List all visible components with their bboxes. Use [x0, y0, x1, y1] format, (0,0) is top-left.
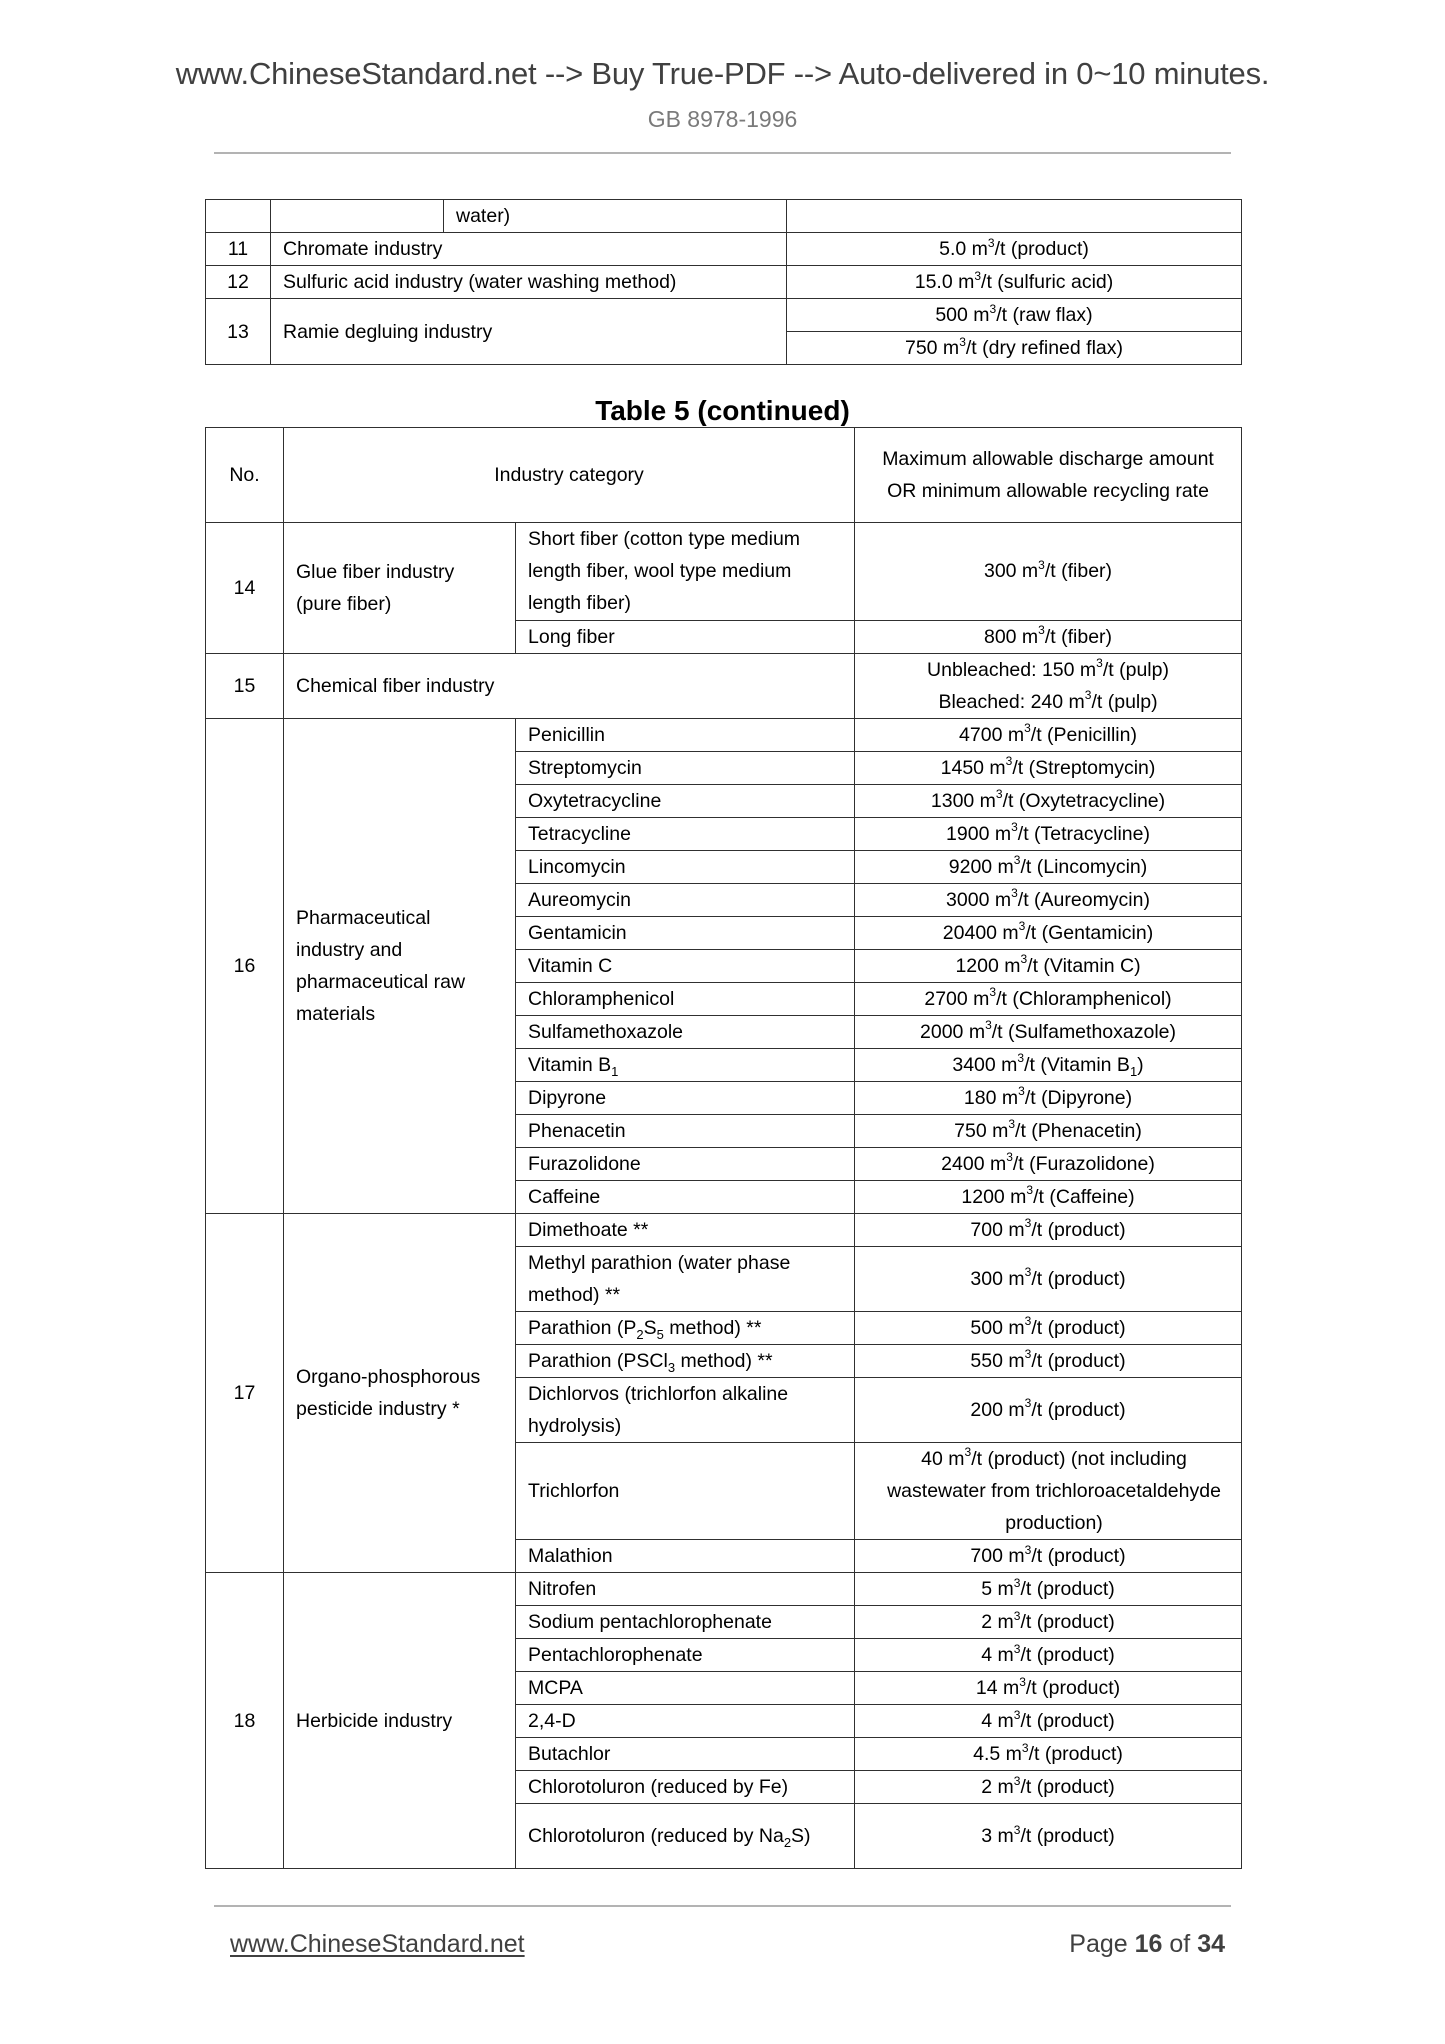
- item-name-cell: Parathion (PSCl$_3$ method) **: [516, 1344, 855, 1377]
- column-header-limit: Maximum allowable discharge amount OR minimum allowable recycling rate: [855, 428, 1242, 523]
- item-name-cell: Vitamin C: [516, 949, 855, 982]
- item-name-cell: Dipyrone: [516, 1081, 855, 1114]
- table-row: [206, 1213, 1242, 1246]
- item-name-cell: Parathion ($P_2S_5$ method) **: [516, 1311, 855, 1344]
- limit-cell: 300 $m^3/t$ (fiber): [855, 523, 1242, 621]
- limit-cell: 4700 $m^3/t$ (Penicillin): [855, 718, 1242, 751]
- row-number: 13: [206, 299, 271, 365]
- limit-cell: [855, 653, 1242, 718]
- item-name-cell: Long fiber: [516, 620, 855, 653]
- item-name-cell: Trichlorfon: [516, 1442, 855, 1540]
- item-name-cell: Lincomycin: [516, 850, 855, 883]
- limit-cell: 1200 $m^3/t$ (Vitamin C): [855, 949, 1242, 982]
- table-header-row: [206, 428, 1242, 523]
- item-name-cell: Dimethoate **: [516, 1213, 855, 1246]
- limit-cell: 1900 $m^3/t$ (Tetracycline): [855, 817, 1242, 850]
- limit-cell: 14 $m^3/t$ (product): [855, 1672, 1242, 1705]
- row-number: 17: [206, 1213, 284, 1573]
- item-name-cell: Gentamicin: [516, 916, 855, 949]
- limit-cell: 20400 $m^3/t$ (Gentamicin): [855, 916, 1242, 949]
- footer-website-link[interactable]: www.ChineseStandard.net: [230, 1930, 525, 1958]
- category-cell: Sulfuric acid industry (water washing method): [271, 266, 787, 299]
- limit-cell: 750 $m^3/t$ (Phenacetin): [855, 1114, 1242, 1147]
- limit-cell: 1300 $m^3/t$ (Oxytetracycline): [855, 784, 1242, 817]
- limit-cell: 3 $m^3/t$ (product): [855, 1804, 1242, 1869]
- limit-cell: 9200 $m^3/t$ (Lincomycin): [855, 850, 1242, 883]
- row-number: 18: [206, 1573, 284, 1869]
- table-row: [206, 233, 1242, 266]
- row-number: 14: [206, 523, 284, 654]
- page-current: 16: [1134, 1930, 1163, 1958]
- header-banner: www.ChineseStandard.net --> Buy True-PDF --> Auto-delivered in 0~10 minutes.: [175, 56, 1270, 91]
- limit-cell: 1200 $m^3/t$ (Caffeine): [855, 1180, 1242, 1213]
- table-5-part: [205, 199, 1242, 365]
- item-name-cell: Oxytetracycline: [516, 784, 855, 817]
- document-code: GB 8978-1996: [647, 106, 798, 132]
- category-cell: Ramie degluing industry: [271, 299, 787, 365]
- item-name-cell: 2,4-D: [516, 1705, 855, 1738]
- item-name-cell: Dichlorvos (trichlorfon alkaline hydrolysis): [516, 1377, 855, 1442]
- category-cell: Chemical fiber industry: [284, 653, 855, 718]
- limit-cell: 2 $m^3/t$ (product): [855, 1771, 1242, 1804]
- category-cell: Pharmaceutical industry and pharmaceutical raw materials: [284, 718, 516, 1213]
- limit-cell: 2700 $m^3/t$ (Chloramphenicol): [855, 982, 1242, 1015]
- item-name-cell: Butachlor: [516, 1738, 855, 1771]
- item-name-cell: Aureomycin: [516, 883, 855, 916]
- limit-cell: 3000 $m^3/t$ (Aureomycin): [855, 883, 1242, 916]
- limit-cell: 200 $m^3/t$ (product): [855, 1377, 1242, 1442]
- column-header-category: Industry category: [284, 428, 855, 523]
- limit-line: Unbleached: 150 $m^3/t$ (pulp): [927, 656, 1169, 681]
- row-number: 16: [206, 718, 284, 1213]
- header-divider: [214, 152, 1231, 154]
- table-row: [206, 653, 1242, 718]
- item-name-cell: Chlorotoluron (reduced by $Na_2S$): [516, 1804, 855, 1869]
- category-cell: Herbicide industry: [284, 1573, 516, 1869]
- limit-cell: 40 $m^3/t$ (product) (not including wastewater from trichloroacetaldehyde production): [855, 1442, 1242, 1540]
- category-cell: Organo-phosphorous pesticide industry *: [284, 1213, 516, 1573]
- footer-divider: [214, 1905, 1231, 1907]
- item-name-cell: MCPA: [516, 1672, 855, 1705]
- row-number: 15: [206, 653, 284, 718]
- table-row: [206, 523, 1242, 621]
- item-name-cell: Phenacetin: [516, 1114, 855, 1147]
- item-name-cell: Malathion: [516, 1540, 855, 1573]
- category-cell: water): [444, 200, 787, 233]
- item-name-cell: Streptomycin: [516, 751, 855, 784]
- limit-cell: 750 $m^3/t$ (dry refined flax): [787, 332, 1242, 365]
- table-row: [206, 1573, 1242, 1606]
- limit-cell: 550 $m^3/t$ (product): [855, 1344, 1242, 1377]
- item-name-cell: Methyl parathion (water phase method) **: [516, 1246, 855, 1311]
- limit-cell: 2400 $m^3/t$ (Furazolidone): [855, 1147, 1242, 1180]
- limit-cell: 500 $m^3/t$ (raw flax): [787, 299, 1242, 332]
- table-row: [206, 200, 1242, 233]
- item-name-cell: Furazolidone: [516, 1147, 855, 1180]
- limit-cell: 2000 $m^3/t$ (Sulfamethoxazole): [855, 1015, 1242, 1048]
- item-name-cell: Sodium pentachlorophenate: [516, 1606, 855, 1639]
- limit-cell: 15.0 $m^3/t$ (sulfuric acid): [787, 266, 1242, 299]
- table-5-continued: [205, 427, 1242, 1869]
- row-number: 12: [206, 266, 271, 299]
- page-indicator: Page 16 of 34: [1069, 1930, 1225, 1958]
- item-name-cell: Nitrofen: [516, 1573, 855, 1606]
- row-number: 11: [206, 233, 271, 266]
- limit-cell: 4 $m^3/t$ (product): [855, 1705, 1242, 1738]
- item-name-cell: Vitamin $B_1$: [516, 1048, 855, 1081]
- category-cell: Glue fiber industry (pure fiber): [284, 523, 516, 654]
- item-name-cell: Chlorotoluron (reduced by Fe): [516, 1771, 855, 1804]
- item-name-cell: Sulfamethoxazole: [516, 1015, 855, 1048]
- limit-cell: 700 $m^3/t$ (product): [855, 1213, 1242, 1246]
- table-row: [206, 266, 1242, 299]
- limit-cell: 180 $m^3/t$ (Dipyrone): [855, 1081, 1242, 1114]
- column-header-no: No.: [206, 428, 284, 523]
- limit-cell: 5.0 $m^3/t$ (product): [787, 233, 1242, 266]
- item-name-cell: Pentachlorophenate: [516, 1639, 855, 1672]
- item-name-cell: Penicillin: [516, 718, 855, 751]
- limit-cell: 4 $m^3/t$ (product): [855, 1639, 1242, 1672]
- table-row: [206, 299, 1242, 332]
- limit-cell: 300 $m^3/t$ (product): [855, 1246, 1242, 1311]
- limit-cell: 5 $m^3/t$ (product): [855, 1573, 1242, 1606]
- limit-cell: 2 $m^3/t$ (product): [855, 1606, 1242, 1639]
- limit-cell: 700 $m^3/t$ (product): [855, 1540, 1242, 1573]
- page-total: 34: [1197, 1930, 1225, 1958]
- limit-cell: 3400 $m^3/t$ (Vitamin $B_1$): [855, 1048, 1242, 1081]
- item-name-cell: Caffeine: [516, 1180, 855, 1213]
- table-row: [206, 718, 1242, 751]
- limit-cell: 1450 $m^3/t$ (Streptomycin): [855, 751, 1242, 784]
- limit-cell: 500 $m^3/t$ (product): [855, 1311, 1242, 1344]
- item-name-cell: Chloramphenicol: [516, 982, 855, 1015]
- table-title: Table 5 (continued): [595, 395, 850, 426]
- item-name-cell: Short fiber (cotton type medium length fiber, wool type medium length fiber): [516, 523, 855, 621]
- category-cell: Chromate industry: [271, 233, 787, 266]
- limit-line: Bleached: 240 $m^3/t$ (pulp): [938, 688, 1158, 713]
- limit-cell: 4.5 $m^3/t$ (product): [855, 1738, 1242, 1771]
- limit-cell: 800 $m^3/t$ (fiber): [855, 620, 1242, 653]
- item-name-cell: Tetracycline: [516, 817, 855, 850]
